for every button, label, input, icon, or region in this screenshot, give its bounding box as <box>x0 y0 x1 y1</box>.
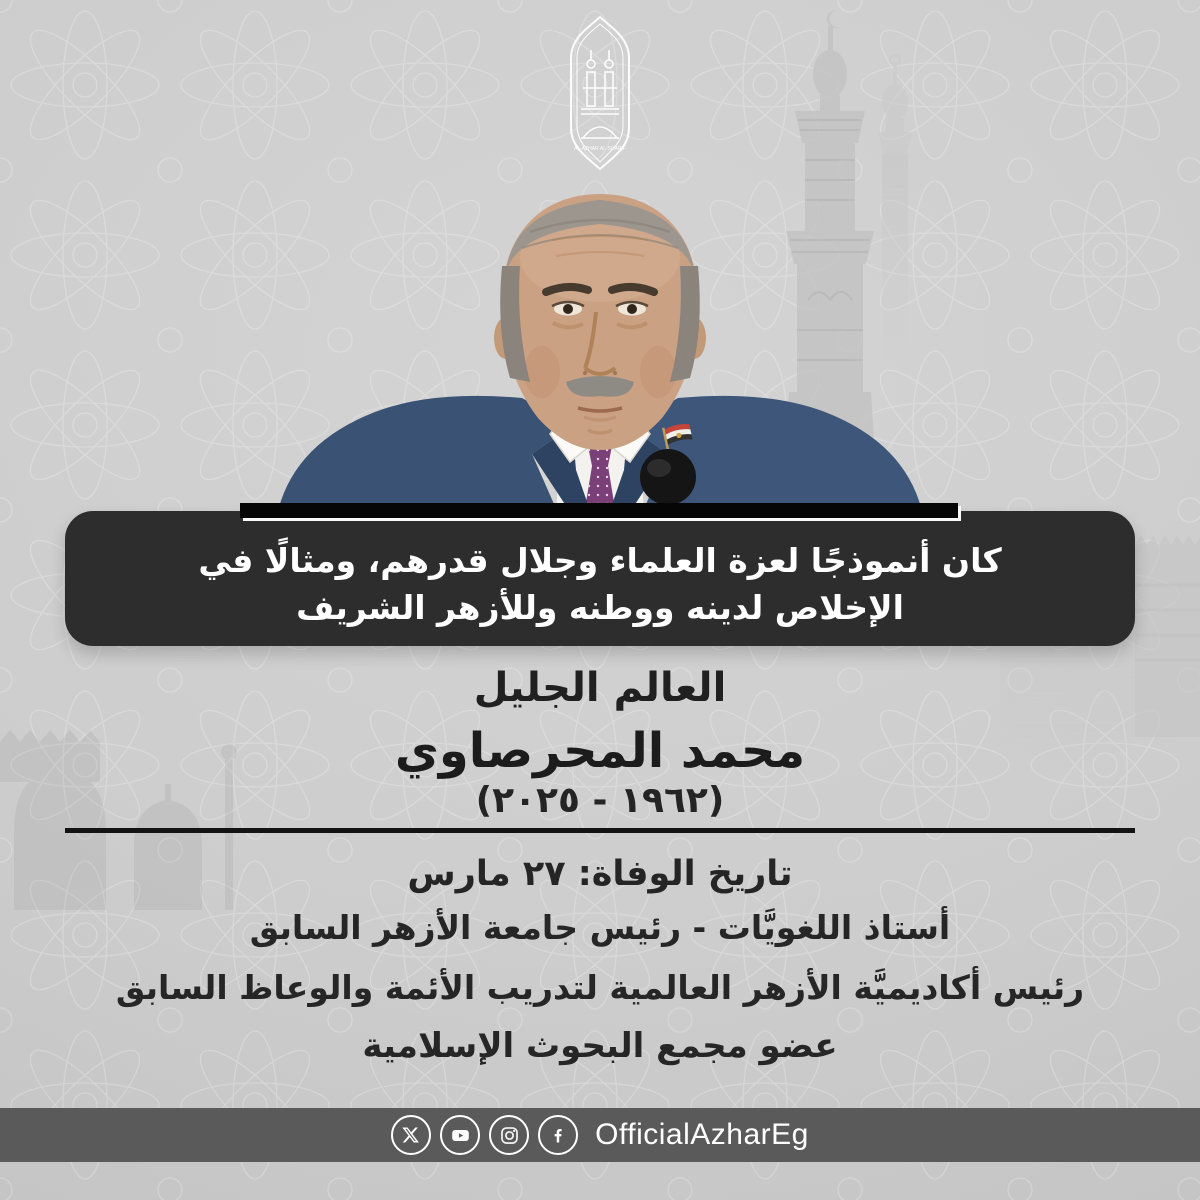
deceased-name: محمد المحرصاوي <box>394 723 806 779</box>
honorific-title: العالم الجليل <box>473 665 727 711</box>
quote-line-2: الإخلاص لدينه ووطنه وللأزهر الشريف <box>296 587 904 627</box>
portrait-photo <box>270 140 930 545</box>
divider-line <box>65 828 1135 833</box>
role-research-member: عضو مجمع البحوث الإسلامية <box>362 1026 838 1066</box>
logo-caption: AL-AZHAR AL-SHARIF <box>574 146 626 152</box>
role-professor: أستاذ اللغويَّات - رئيس جامعة الأزهر السابق <box>249 908 951 947</box>
quote-banner <box>65 511 1135 646</box>
x-icon <box>391 1115 431 1155</box>
quote-line-1: كان أنموذجًا لعزة العلماء وجلال قدرهم، ومثالًا في <box>198 540 1002 580</box>
ribbon-bar <box>240 503 958 518</box>
youtube-icon <box>440 1115 480 1155</box>
life-years: (١٩٦٢ - ٢٠٢٥) <box>475 780 725 821</box>
facebook-icon <box>538 1115 578 1155</box>
social-handle: OfficialAzharEg <box>595 1118 809 1151</box>
role-academy-president: رئيس أكاديميَّة الأزهر العالمية لتدريب الأئمة والوعاظ السابق <box>115 968 1085 1007</box>
instagram-icon <box>489 1115 529 1155</box>
death-date: تاريخ الوفاة: ٢٧ مارس <box>407 854 793 894</box>
mustache <box>566 376 634 397</box>
footer-bar <box>0 1108 1200 1162</box>
